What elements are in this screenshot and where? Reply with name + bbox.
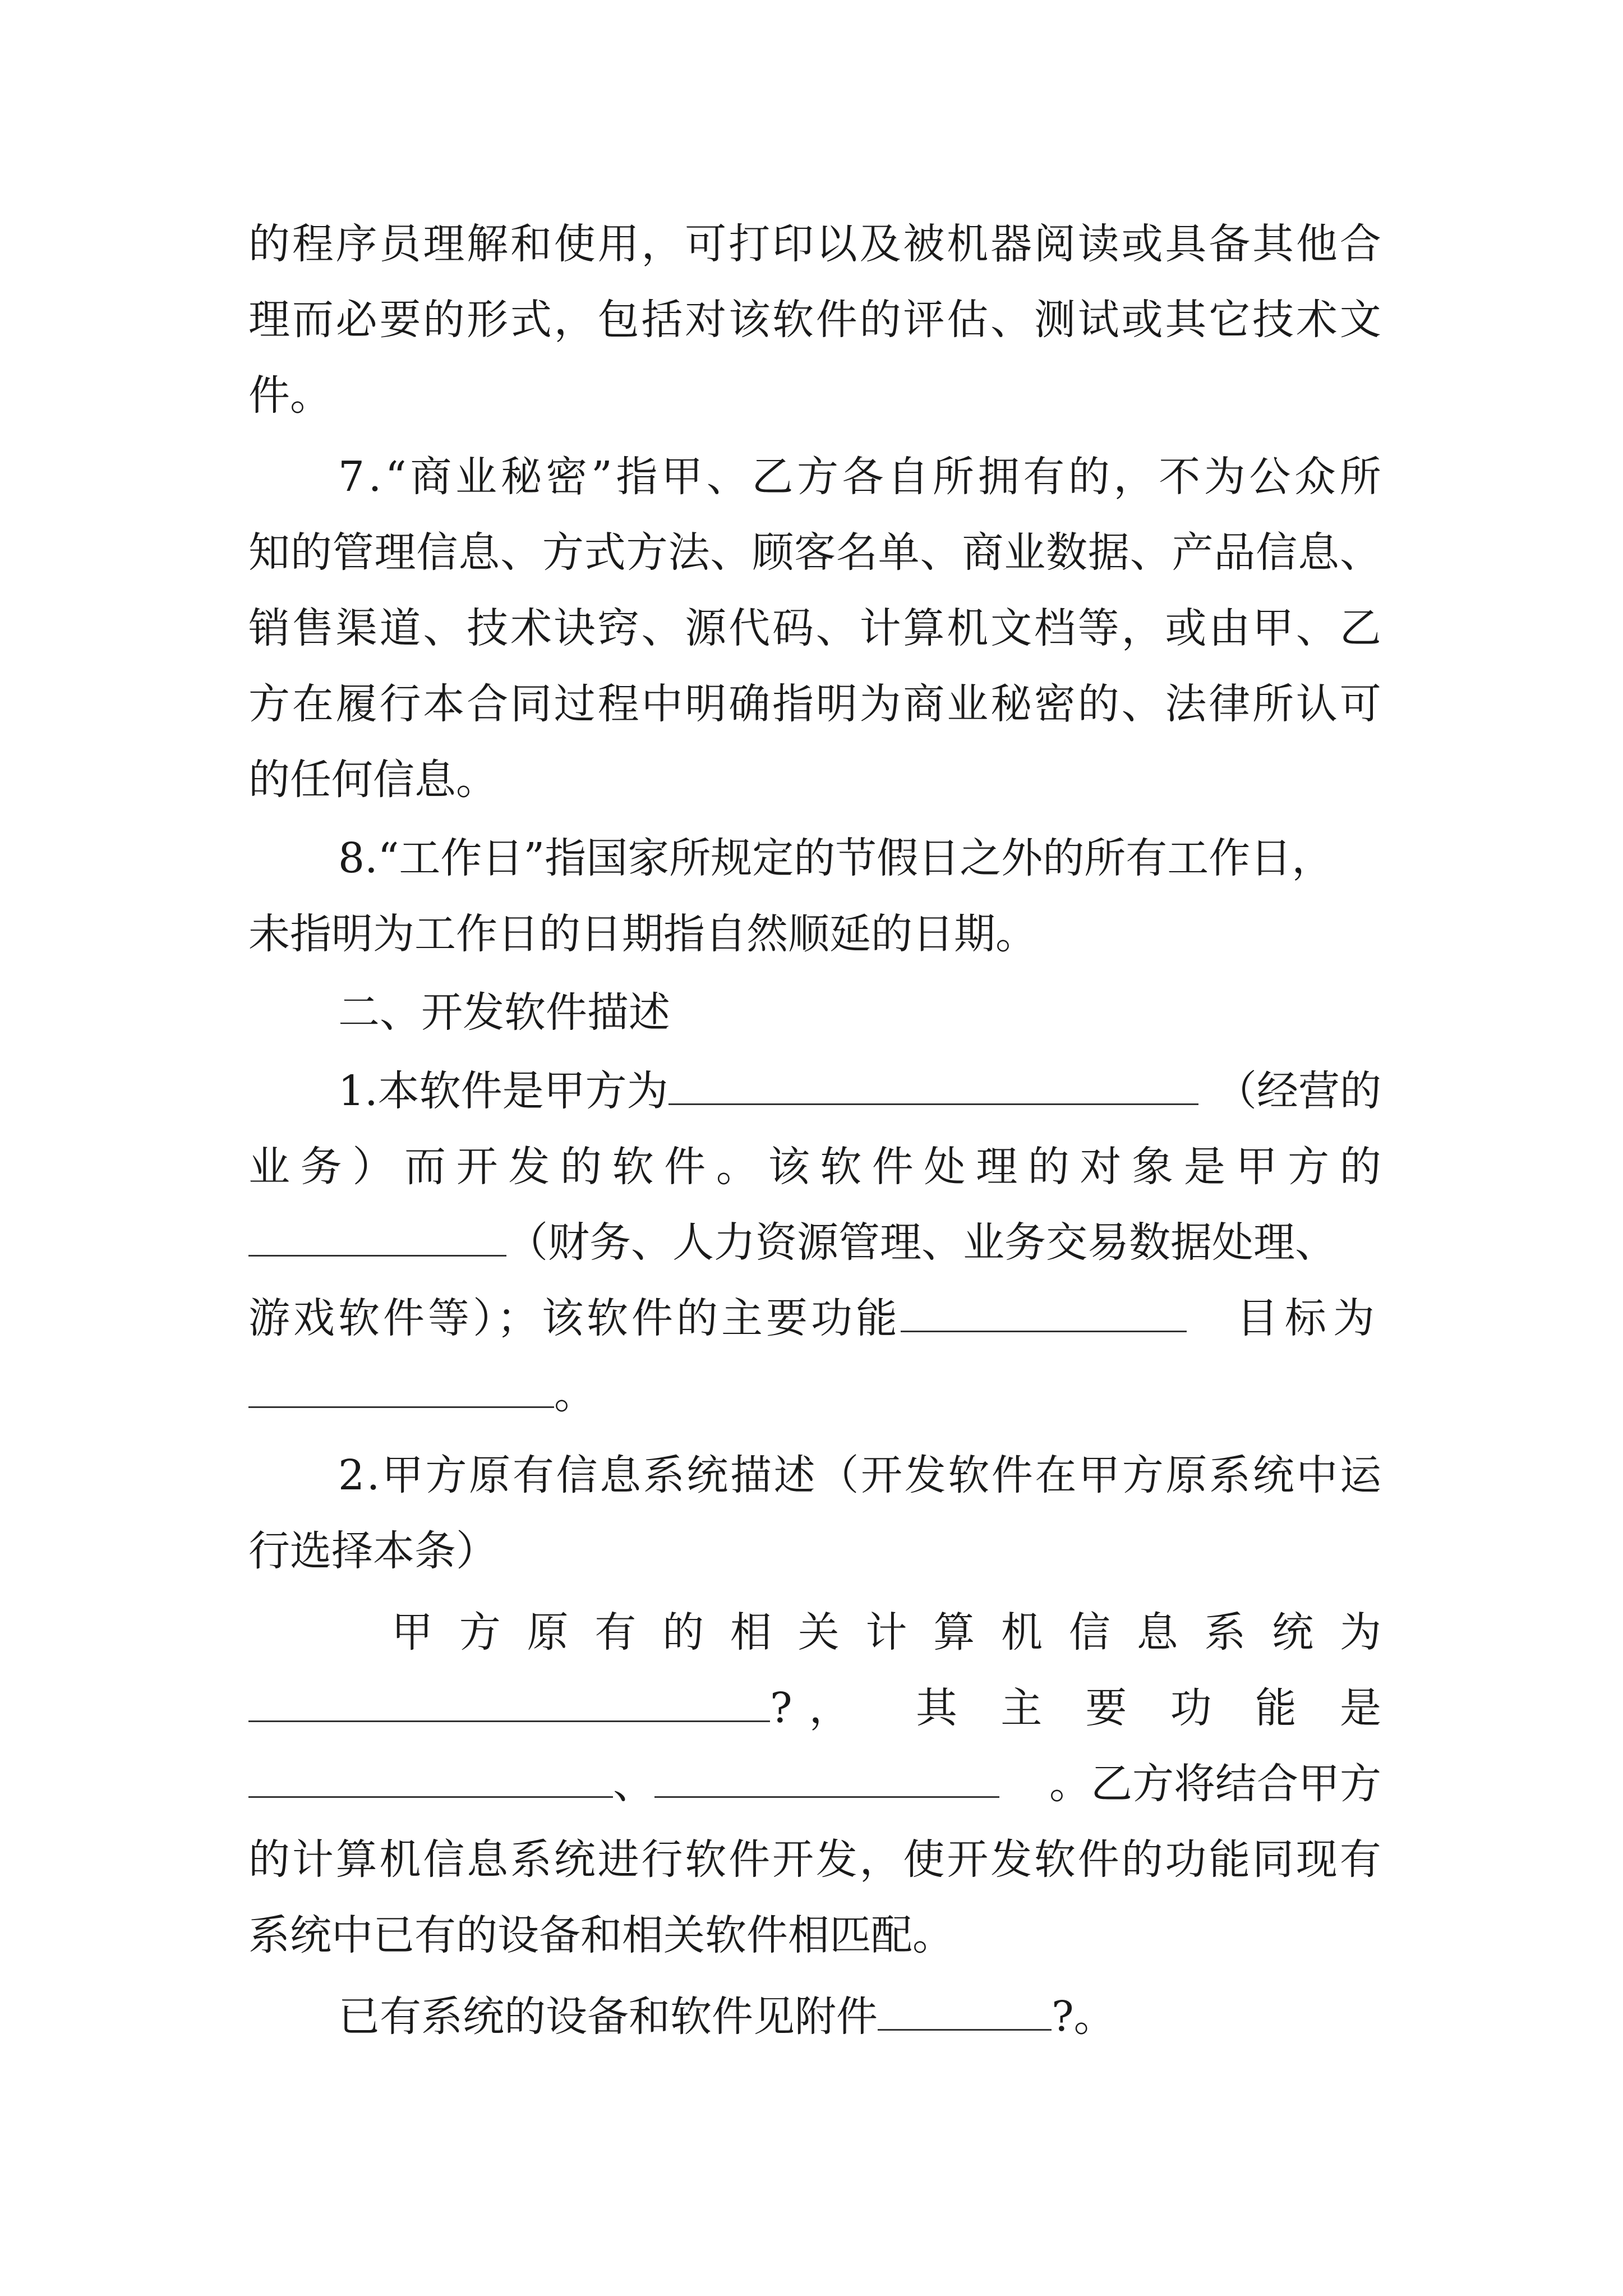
char: 、	[706, 453, 748, 501]
char: 件	[991, 1451, 1033, 1499]
char: 是	[1339, 1684, 1381, 1732]
char: 方	[459, 1608, 501, 1657]
paragraph-line	[338, 1442, 1381, 1509]
char: 理	[976, 1143, 1018, 1191]
char: 方	[1122, 1451, 1164, 1499]
char: 算	[903, 604, 945, 652]
char: 秘	[500, 453, 542, 501]
char: 有	[1339, 1835, 1381, 1884]
line-text: （经营的	[1215, 1067, 1381, 1115]
char: 主	[1000, 1684, 1043, 1732]
char: “	[385, 453, 407, 501]
char: 确	[728, 680, 771, 728]
line-text: 。乙方将结合甲方	[1049, 1760, 1381, 1808]
char: 为	[859, 680, 901, 728]
char: 合	[467, 680, 509, 728]
char: 机	[947, 220, 989, 268]
char: .	[366, 1451, 380, 1499]
char: 术	[510, 604, 552, 652]
paragraph-line	[248, 1674, 1381, 1742]
char: 对	[685, 296, 727, 344]
line-text: 。	[554, 1370, 596, 1418]
char: 信	[556, 1451, 598, 1499]
char: 的	[1339, 1143, 1381, 1191]
char: 公	[1249, 453, 1291, 501]
char: 窍	[597, 604, 639, 652]
char: 自	[887, 453, 929, 501]
char: 述	[773, 1451, 815, 1499]
char: .	[368, 453, 382, 501]
char: 而	[404, 1143, 446, 1191]
char: 被	[903, 220, 945, 268]
char: 法	[668, 528, 710, 577]
char: 密	[1034, 680, 1076, 728]
paragraph-line: 系统中已有的设备和相关软件相匹配。	[248, 1911, 954, 1959]
char: 息	[467, 1835, 509, 1884]
paragraph-line	[338, 443, 1381, 510]
char: 所	[1339, 453, 1381, 501]
char: 渠	[335, 604, 377, 652]
char: 的	[290, 528, 332, 577]
char: ，	[1113, 453, 1155, 501]
paragraph-line: 8.“工作日”指国家所规定的节假日之外的所有工作日，	[338, 834, 1334, 882]
char: 、	[1129, 528, 1172, 577]
char: 甲	[1078, 1451, 1121, 1499]
char: 方	[425, 1451, 467, 1499]
char: 明	[815, 680, 857, 728]
char: 员	[379, 220, 421, 268]
char: 。	[716, 1143, 758, 1191]
char: 和	[510, 220, 552, 268]
char: 业	[455, 453, 497, 501]
char: 该	[768, 1143, 810, 1191]
paragraph-line	[248, 1285, 1381, 1352]
char: 阅	[1034, 220, 1076, 268]
char: 、	[1121, 680, 1163, 728]
char: 或	[1121, 296, 1163, 344]
char: 原	[527, 1608, 569, 1657]
char: 顾	[752, 528, 794, 577]
char: 指	[772, 680, 814, 728]
char: 能	[1255, 1684, 1297, 1732]
char: 理	[374, 528, 416, 577]
char: 律	[1209, 680, 1251, 728]
char: 知	[248, 528, 290, 577]
char: 的	[662, 1608, 704, 1657]
char: 其	[916, 1684, 957, 1732]
char: 技	[467, 604, 509, 652]
char: 信	[1068, 1608, 1110, 1657]
char: 的	[248, 220, 290, 268]
char: 的	[423, 296, 465, 344]
char: 功	[1165, 1835, 1207, 1884]
char: 要	[379, 296, 421, 344]
char: 用	[597, 220, 639, 268]
char: 为	[1339, 1608, 1381, 1657]
char: 算	[933, 1608, 975, 1657]
char: ，	[1121, 604, 1163, 652]
char: 理	[423, 220, 465, 268]
char: 软	[772, 296, 814, 344]
char: 的	[248, 1835, 290, 1884]
char: 众	[1294, 453, 1336, 501]
char: 文	[990, 604, 1032, 652]
char: 2	[338, 1451, 365, 1499]
char: 甲	[391, 1608, 433, 1657]
char: 形	[467, 296, 509, 344]
paragraph-line	[248, 1133, 1381, 1200]
char: 乙	[1339, 604, 1381, 652]
char: 具	[1165, 220, 1207, 268]
char: 算	[335, 1835, 377, 1884]
char: 乙	[751, 453, 794, 501]
char: 可	[685, 220, 727, 268]
fill-in-blank[interactable]	[901, 1291, 1187, 1332]
fill-in-blank[interactable]	[654, 1757, 999, 1798]
char: 它	[1209, 296, 1251, 344]
char: 所	[932, 453, 974, 501]
char: 统	[1272, 1608, 1314, 1657]
char: 软	[1034, 1835, 1076, 1884]
char: 7	[338, 453, 365, 501]
char: 在	[292, 680, 334, 728]
char: 测	[1034, 296, 1076, 344]
char: 信	[423, 1835, 465, 1884]
char: 、	[990, 296, 1032, 344]
char: 的	[859, 296, 901, 344]
char: 业	[947, 680, 989, 728]
paragraph-line	[248, 519, 1381, 586]
char: ”	[591, 453, 612, 501]
char: 术	[1295, 296, 1338, 344]
char: 、	[641, 604, 683, 652]
fill-in-blank[interactable]	[248, 1216, 506, 1257]
char: 系	[1204, 1608, 1246, 1657]
paragraph-line	[248, 1750, 1381, 1818]
char: 代	[728, 604, 771, 652]
line-text: ?，	[770, 1684, 868, 1732]
char: 开	[772, 1835, 814, 1884]
paragraph-line: 的任何信息。	[248, 756, 497, 804]
char: 的	[1077, 680, 1119, 728]
paragraph-line: 件。	[248, 371, 331, 420]
fill-in-blank[interactable]	[668, 1064, 1198, 1105]
char: 密	[546, 453, 588, 501]
paragraph-line	[248, 1360, 596, 1428]
char: 方	[542, 528, 584, 577]
char: 等	[1077, 604, 1119, 652]
line-text: 已有系统的设备和软件见附件	[338, 1993, 878, 2041]
fill-in-blank[interactable]	[248, 1367, 554, 1408]
char: 在	[1035, 1451, 1077, 1499]
char: 或	[1165, 604, 1207, 652]
char: 方	[248, 680, 290, 728]
char: 、	[920, 528, 962, 577]
char: 为	[1204, 453, 1246, 501]
paragraph-line	[248, 1826, 1381, 1893]
char: 中	[641, 680, 683, 728]
char: 件	[664, 1143, 706, 1191]
char: 要	[1085, 1684, 1127, 1732]
char: 售	[292, 604, 334, 652]
char: 单	[878, 528, 920, 577]
char: 系	[510, 1835, 552, 1884]
char: 件	[1077, 1835, 1119, 1884]
char: 明	[685, 680, 727, 728]
char: 、	[1339, 528, 1381, 577]
char: 法	[1165, 680, 1207, 728]
char: 原	[469, 1451, 511, 1499]
char: 统	[686, 1451, 728, 1499]
fill-in-blank[interactable]	[248, 1757, 613, 1798]
char: 同	[510, 680, 552, 728]
paragraph-line	[338, 1983, 1115, 2050]
char: 同	[1252, 1835, 1294, 1884]
char: 发	[508, 1143, 550, 1191]
char: 器	[990, 220, 1032, 268]
char: 商	[903, 680, 945, 728]
char: 系	[1209, 1451, 1251, 1499]
char: 评	[903, 296, 945, 344]
char: 数	[1046, 528, 1088, 577]
char: 行	[379, 680, 421, 728]
char: 由	[1209, 604, 1251, 652]
char: 码	[772, 604, 814, 652]
char: 或	[1121, 220, 1163, 268]
char: 开	[947, 1835, 989, 1884]
char: 名	[836, 528, 878, 577]
fill-in-blank[interactable]	[878, 1990, 1052, 2031]
char: 印	[772, 220, 814, 268]
char: 可	[1339, 680, 1381, 728]
char: 认	[1295, 680, 1338, 728]
char: 原	[1165, 1451, 1207, 1499]
paragraph-line	[248, 1209, 1387, 1276]
paragraph-line	[248, 286, 1381, 353]
line-text: 游戏软件等）；该软件的主要功能	[248, 1294, 901, 1342]
char: 信	[1256, 528, 1298, 577]
char: 计	[292, 1835, 334, 1884]
char: 拥	[978, 453, 1020, 501]
char: ，	[641, 220, 683, 268]
char: 理	[248, 296, 290, 344]
char: 甲	[381, 1451, 423, 1499]
char: 各	[842, 453, 884, 501]
char: 据	[1087, 528, 1129, 577]
paragraph-line	[248, 595, 1381, 662]
paragraph-line	[248, 670, 1381, 738]
char: ）	[352, 1143, 394, 1191]
char: 甲	[661, 453, 703, 501]
char: 系	[643, 1451, 685, 1499]
char: 其	[1165, 296, 1207, 344]
char: 统	[1252, 1451, 1294, 1499]
char: 所	[1252, 680, 1294, 728]
char: 软	[948, 1451, 990, 1499]
char: 运	[1340, 1451, 1381, 1499]
char: 处	[924, 1143, 966, 1191]
char: 档	[1034, 604, 1076, 652]
char: 、	[1295, 604, 1338, 652]
char: 其	[1252, 220, 1294, 268]
char: 及	[859, 220, 901, 268]
char: 方	[797, 453, 838, 501]
char: 读	[1077, 220, 1119, 268]
char: 信	[416, 528, 458, 577]
char: 产	[1172, 528, 1214, 577]
char: 客	[794, 528, 836, 577]
char: 的	[1068, 453, 1110, 501]
char: 息	[600, 1451, 642, 1499]
char: 开	[860, 1451, 902, 1499]
char: 息	[1136, 1608, 1178, 1657]
char: 务	[300, 1143, 342, 1191]
char: 软	[820, 1143, 862, 1191]
char: 计	[865, 1608, 907, 1657]
fill-in-blank[interactable]	[248, 1681, 770, 1722]
char: 、	[815, 604, 857, 652]
char: 发	[990, 1835, 1032, 1884]
paragraph-line: 未指明为工作日的日期指自然顺延的日期。	[248, 910, 1037, 958]
char: （	[817, 1451, 859, 1499]
char: 试	[1077, 296, 1119, 344]
char: 估	[947, 296, 989, 344]
char: 象	[1132, 1143, 1174, 1191]
char: 能	[1209, 1835, 1251, 1884]
char: 机	[947, 604, 989, 652]
char: 包	[597, 296, 639, 344]
char: 有	[1023, 453, 1065, 501]
char: 诀	[554, 604, 596, 652]
char: 息	[458, 528, 500, 577]
char: 履	[335, 680, 377, 728]
char: 程	[597, 680, 639, 728]
line-text: ?。	[1052, 1993, 1115, 2041]
char: 不	[1159, 453, 1201, 501]
char: ，	[554, 296, 596, 344]
char: 指	[616, 453, 658, 501]
char: 商	[410, 453, 452, 501]
char: 机	[1001, 1608, 1043, 1657]
char: 本	[423, 680, 465, 728]
char: 品	[1214, 528, 1256, 577]
paragraph-line	[248, 210, 1381, 278]
char: 的	[1121, 1835, 1163, 1884]
char: 件	[872, 1143, 914, 1191]
char: 解	[467, 220, 509, 268]
char: 必	[335, 296, 377, 344]
char: 商	[962, 528, 1004, 577]
char: 软	[685, 1835, 727, 1884]
paragraph-line	[391, 1599, 1381, 1666]
char: 道	[379, 604, 421, 652]
char: 程	[292, 220, 334, 268]
section-heading: 二、开发软件描述	[338, 988, 670, 1037]
char: 发	[815, 1835, 857, 1884]
char: 统	[554, 1835, 596, 1884]
char: 以	[815, 220, 857, 268]
char: 技	[1252, 296, 1294, 344]
char: 描	[730, 1451, 772, 1499]
char: 、	[500, 528, 542, 577]
char: 功	[1170, 1684, 1212, 1732]
char: 有	[512, 1451, 554, 1499]
char: 秘	[990, 680, 1032, 728]
char: 而	[292, 296, 334, 344]
char: 件	[815, 296, 857, 344]
char: 式	[584, 528, 626, 577]
char: 合	[1339, 220, 1381, 268]
char: 、	[710, 528, 752, 577]
char: 甲	[1252, 604, 1294, 652]
paragraph-line: 行选择本条）	[248, 1527, 497, 1575]
char: 文	[1339, 296, 1381, 344]
char: 管	[332, 528, 374, 577]
char: 发	[904, 1451, 946, 1499]
char: 括	[641, 296, 683, 344]
char: 对	[1080, 1143, 1122, 1191]
char: 他	[1295, 220, 1338, 268]
paragraph-line	[338, 1057, 1381, 1125]
char: 序	[335, 220, 377, 268]
char: 软	[612, 1143, 654, 1191]
char: 现	[1295, 1835, 1338, 1884]
line-text: 、	[613, 1760, 654, 1808]
char: 中	[1296, 1451, 1338, 1499]
char: 行	[641, 1835, 683, 1884]
char: 计	[859, 604, 901, 652]
spread-text	[916, 1674, 1381, 1742]
char: 打	[728, 220, 771, 268]
char: 备	[1209, 220, 1251, 268]
char: 进	[597, 1835, 639, 1884]
char: 销	[248, 604, 290, 652]
char: 息	[1298, 528, 1340, 577]
char: 机	[379, 1835, 421, 1884]
char: 该	[728, 296, 771, 344]
line-text: （财务、人力资源管理、业务交易数据处理、	[506, 1218, 1336, 1267]
char: ，	[859, 1835, 901, 1884]
char: 业	[1004, 528, 1046, 577]
char: 的	[1027, 1143, 1069, 1191]
char: 式	[510, 296, 552, 344]
char: 、	[423, 604, 465, 652]
line-text: 1.本软件是甲方为	[338, 1067, 668, 1115]
char: 有	[594, 1608, 637, 1657]
char: 过	[554, 680, 596, 728]
char: 方	[626, 528, 668, 577]
char: 开	[456, 1143, 498, 1191]
char: 甲	[1235, 1143, 1278, 1191]
char: 使	[903, 1835, 945, 1884]
char: 是	[1183, 1143, 1225, 1191]
char: 源	[685, 604, 727, 652]
char: 使	[554, 220, 596, 268]
char: 件	[728, 1835, 771, 1884]
char: 的	[560, 1143, 602, 1191]
char: 方	[1288, 1143, 1330, 1191]
char: 关	[797, 1608, 840, 1657]
char: 相	[730, 1608, 772, 1657]
line-text: 目标为	[1237, 1294, 1381, 1342]
char: 业	[248, 1143, 290, 1191]
